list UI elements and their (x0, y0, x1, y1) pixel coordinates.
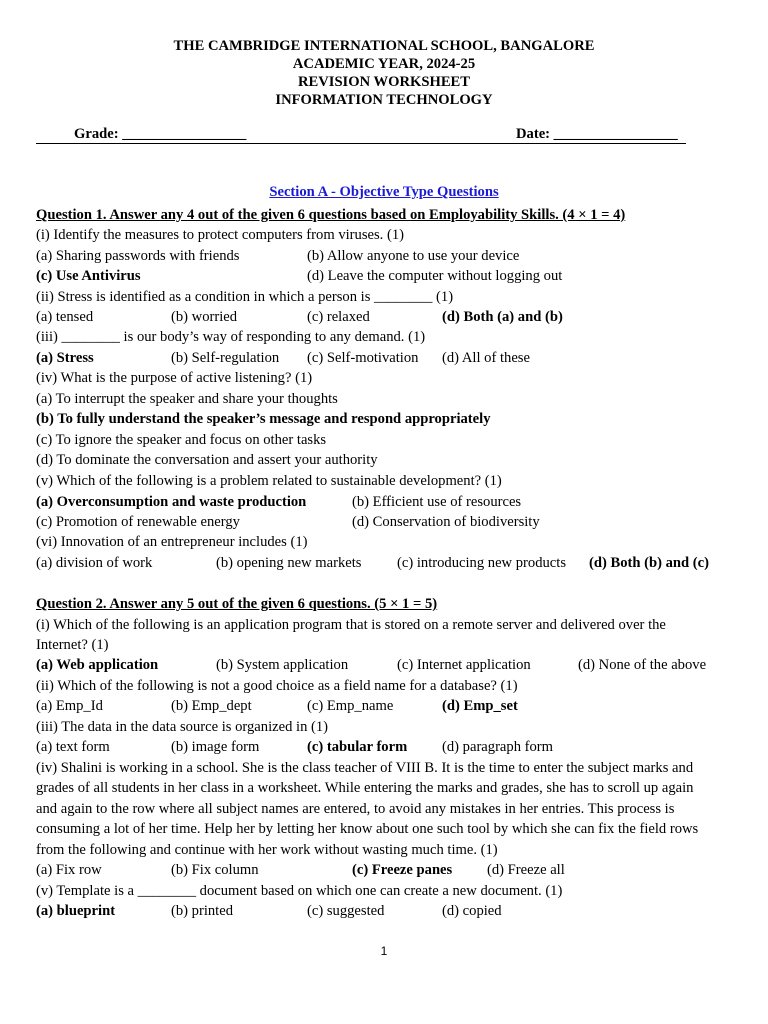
q2-v-stem: (v) Template is a ________ document based on which one can create a new document. (1) (36, 883, 563, 899)
q1-v-stem: (v) Which of the following is a problem related to sustainable development? (1) (36, 473, 502, 489)
q2-iv-line3: and again to the row where all subject names are entered, to avoid any mistakes in her entries. This process is (36, 801, 675, 817)
q2-i-option-a: (a) Web application (36, 657, 159, 673)
q1-i-stem: (i) Identify the measures to protect computers from viruses. (1) (36, 227, 404, 243)
q1-v-option-c: (c) Promotion of renewable energy (36, 514, 240, 530)
q2-ii-stem: (ii) Which of the following is not a good choice as a field name for a database? (1) (36, 678, 518, 694)
q1-v-option-d: (d) Conservation of biodiversity (352, 514, 540, 530)
q1-vi-option-d: (d) Both (b) and (c) (589, 555, 709, 571)
school-name: THE CAMBRIDGE INTERNATIONAL SCHOOL, BANGALORE (173, 38, 595, 54)
q2-iii-option-c: (c) tabular form (307, 739, 408, 755)
subject-title: INFORMATION TECHNOLOGY (275, 92, 493, 108)
section-a-heading: Section A - Objective Type Questions (269, 184, 499, 200)
q2-iv-line2: grades of all students in her class in a worksheet. While entering the marks and grades, she has to scroll up again (36, 780, 694, 796)
q2-iv-line4: consuming a lot of her time. Help her by letting her know about one such tool by which she can fix the field rows (36, 821, 699, 837)
q1-iv-option-b: (b) To fully understand the speaker’s message and respond appropriately (36, 411, 491, 427)
academic-year: ACADEMIC YEAR, 2024-25 (292, 56, 476, 72)
q2-iv-line1: (iv) Shalini is working in a school. She is the class teacher of VIII B. It is the time to enter the subject marks and (36, 760, 694, 776)
grade-field: Grade: _________________ (74, 126, 247, 142)
q1-iv-stem: (iv) What is the purpose of active listening? (1) (36, 370, 313, 386)
q1-ii-option-a: (a) tensed (36, 309, 94, 325)
q2-i-stem-line1: (i) Which of the following is an application program that is stored on a remote server and delivered over the (36, 617, 666, 633)
q1-iii-stem: (iii) ________ is our body’s way of responding to any demand. (1) (36, 329, 426, 345)
q1-i-option-d: (d) Leave the computer without logging out (307, 268, 563, 284)
q1-iv-option-c: (c) To ignore the speaker and focus on other tasks (36, 432, 327, 448)
q1-ii-option-c: (c) relaxed (307, 309, 370, 325)
q2-iii-option-a: (a) text form (36, 739, 110, 755)
q1-i-option-b: (b) Allow anyone to use your device (307, 248, 520, 264)
q2-iii-option-b: (b) image form (171, 739, 260, 755)
q1-ii-option-b: (b) worried (171, 309, 238, 325)
q1-iv-option-d: (d) To dominate the conversation and assert your authority (36, 452, 378, 468)
q1-ii-option-d: (d) Both (a) and (b) (442, 309, 563, 325)
q1-ii-stem: (ii) Stress is identified as a condition in which a person is ________ (1) (36, 289, 454, 305)
q2-i-option-d: (d) None of the above (578, 657, 707, 673)
q2-iii-option-d: (d) paragraph form (442, 739, 554, 755)
q1-v-option-b: (b) Efficient use of resources (352, 494, 522, 510)
grade-date-line (36, 126, 694, 146)
q1-iii-option-a: (a) Stress (36, 350, 94, 366)
q1-i-option-a: (a) Sharing passwords with friends (36, 248, 240, 264)
q2-iii-stem: (iii) The data in the data source is organized in (1) (36, 719, 329, 735)
q1-vi-option-b: (b) opening new markets (216, 555, 362, 571)
question-1-heading: Question 1. Answer any 4 out of the given 6 questions based on Employability Skills. (4 × 1 = 4) (36, 207, 626, 223)
q1-vi-option-c: (c) introducing new products (397, 555, 566, 571)
q1-vi-stem: (vi) Innovation of an entrepreneur includes (1) (36, 534, 308, 550)
q2-i-stem-line2: Internet? (1) (36, 637, 109, 653)
worksheet-title: REVISION WORKSHEET (297, 74, 471, 90)
q1-iii-option-d: (d) All of these (442, 350, 530, 366)
q1-v-option-a: (a) Overconsumption and waste production (36, 494, 307, 510)
question-2-heading: Question 2. Answer any 5 out of the given 6 questions. (5 × 1 = 5) (36, 596, 438, 612)
q2-iv-line5: from the following and continue with her work without wasting much time. (1) (36, 842, 498, 858)
q2-v-option-b: (b) printed (171, 903, 234, 919)
q2-ii-option-d: (d) Emp_set (442, 698, 518, 714)
q2-ii-option-c: (c) Emp_name (307, 698, 394, 714)
q2-iv-option-a: (a) Fix row (36, 862, 102, 878)
q2-iv-option-d: (d) Freeze all (487, 862, 565, 878)
q2-v-option-d: (d) copied (442, 903, 502, 919)
q2-iv-option-c: (c) Freeze panes (352, 862, 453, 878)
q2-i-option-c: (c) Internet application (397, 657, 531, 673)
date-field: Date: _________________ (516, 126, 678, 142)
q2-ii-option-a: (a) Emp_Id (36, 698, 103, 714)
q2-ii-option-b: (b) Emp_dept (171, 698, 252, 714)
q2-iv-option-b: (b) Fix column (171, 862, 259, 878)
underline-rule (36, 143, 686, 144)
q1-iv-option-a: (a) To interrupt the speaker and share your thoughts (36, 391, 338, 407)
q2-v-option-c: (c) suggested (307, 903, 385, 919)
q2-i-option-b: (b) System application (216, 657, 349, 673)
q2-v-option-a: (a) blueprint (36, 903, 116, 919)
page-number: 1 (380, 944, 388, 958)
q1-i-option-c: (c) Use Antivirus (36, 268, 141, 284)
q1-iii-option-b: (b) Self-regulation (171, 350, 280, 366)
q1-iii-option-c: (c) Self-motivation (307, 350, 419, 366)
q1-vi-option-a: (a) division of work (36, 555, 153, 571)
